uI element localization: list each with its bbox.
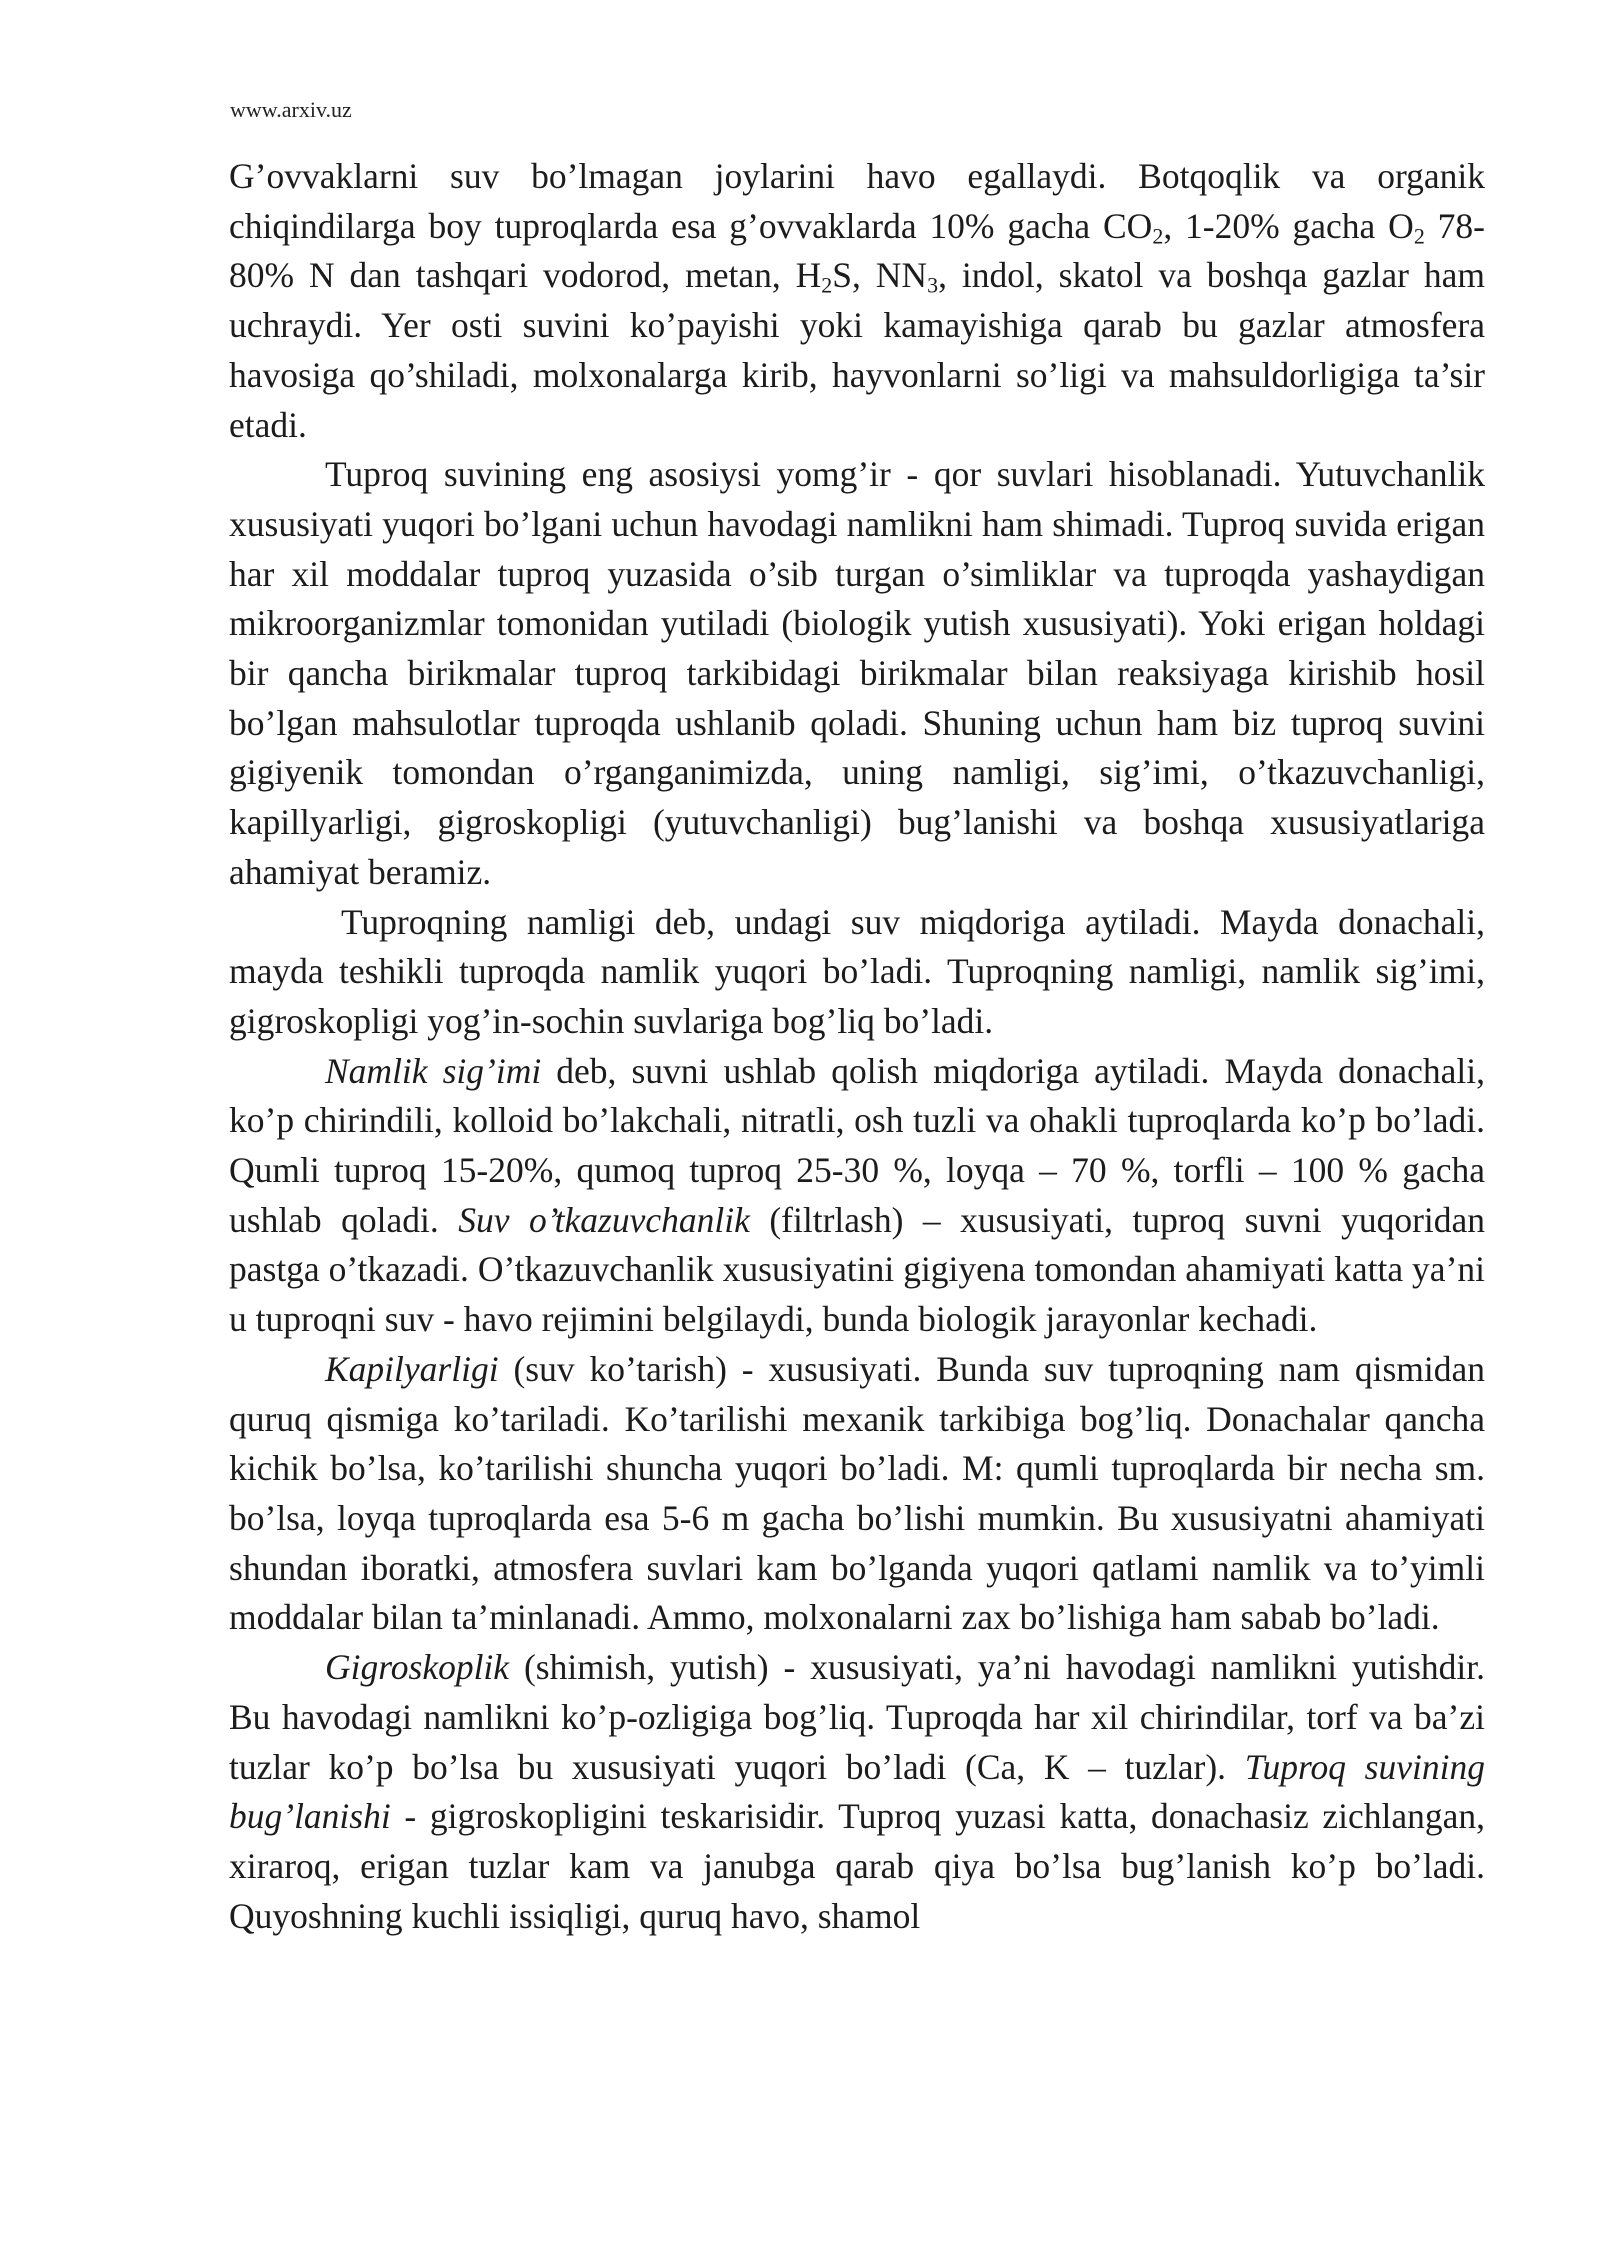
text-segment: , indol, skatol va boshqa gazlar ham uchraydi. Yer osti suvini ko’payishi yoki kamayishiga qarab bu gazlar atmosfera havosiga qo’shiladi, molxonalarga kirib, hayvonlarni so’ligi va mahsuldorligiga ta’sir etadi. xyxy=(229,255,1485,445)
page-header-url: www.arxiv.uz xyxy=(230,97,352,122)
text-segment: S, NN xyxy=(832,255,928,296)
text-segment: G’ovvaklarni suv bo’lmagan joylarini havo egallaydi. Botqoqlik va organik chiqindilarga boy tuproqlarda esa g’ovvaklarda 10% gacha CO xyxy=(229,156,1485,246)
paragraph-soil-moisture: Tuproqning namligi deb, undagi suv miqdoriga aytiladi. Mayda donachali, mayda teshikli tuproqda namlik yuqori bo’ladi. Tuproqning namligi, namlik sig’imi, gigroskopligi yog’in-sochin suvlariga bog’liq bo’ladi. xyxy=(229,901,1485,1041)
term-italic: Suv o’tkazuvchanlik xyxy=(458,1199,750,1240)
document-body xyxy=(229,152,1485,1941)
paragraph-moisture-capacity xyxy=(229,1047,1485,1345)
paragraph-soil-water: Tuproq suvining eng asosiysi yomg’ir - qor suvlari hisoblanadi. Yutuvchanlik xususiyati yuqori bo’lgani uchun havodagi namlikni ham shimadi. Tuproq suvida erigan har xil moddalar tuproq yuzasida o’sib turgan o’simliklar va tuproqda yashaydigan mikroorganizmlar tomonidan yutiladi (biologik yutish xususiyati). Yoki erigan holdagi bir qancha birikmalar tuproq tarkibidagi birikmalar bilan reaksiyaga kirishib hosil bo’lgan mahsulotlar tuproqda ushlanib qoladi. Shuning uchun ham biz tuproq suvini gigiyenik tomondan o’rganganimizda, uning namligi, sig’imi, o’tkazuvchanligi, kapillyarligi, gigroskopligi (yutuvchanligi) bug’lanishi va boshqa xususiyatlariga ahamiyat beramiz. xyxy=(229,454,1485,892)
paragraph-capillarity xyxy=(229,1345,1485,1643)
term-italic: Tuproq suvining bug’lanishi xyxy=(229,1746,1485,1837)
text-segment: (filtrlash) – xususiyati, tuproq suvni yuqoridan pastga o’tkazadi. O’tkazuvchanlik xususiyatini gigiyena tomondan ahamiyati katta ya’ni u tuproqni suv - havo rejimini belgilaydi, bunda biologik jarayonlar kechadi. xyxy=(229,1199,1486,1340)
text-segment: (suv ko’tarish) - xususiyati. Bunda suv tuproqning nam qismidan quruq qismiga ko’tariladi. Ko’tarilishi mexanik tarkibiga bog’liq. Donachalar qancha kichik bo’lsa, ko’tarilishi shuncha yuqori bo’ladi. M: qumli tuproqlarda bir necha sm. bo’lsa, loyqa tuproqlarda esa 5-6 m gacha bo’lishi mumkin. Bu xususiyatni ahamiyati shundan iboratki, atmosfera suvlari kam bo’lganda yuqori qatlami namlik va to’yimli moddalar bilan ta’minlanadi. Ammo, molxonalarni zax bo’lishiga ham sabab bo’ladi. xyxy=(229,1348,1485,1638)
term-italic: Kapilyarligi xyxy=(325,1348,499,1389)
paragraph-soil-gases xyxy=(229,152,1485,450)
term-italic: Gigroskoplik xyxy=(325,1647,510,1688)
text-segment: 78-80% N dan tashqari vodorod, metan, H xyxy=(229,205,1485,296)
text-segment: , 1-20% gacha O xyxy=(1163,205,1414,246)
subscript: 2 xyxy=(1152,223,1164,249)
text-segment: (shimish, yutish) - xususiyati, ya’ni havodagi namlikni yutishdir. Bu havodagi namlikni ko’p-ozligiga bog’liq. Tuproqda har xil chirindilar, torf va ba’zi tuzlar ko’p bo’lsa bu xususiyati yuqori bo’ladi (Ca, K – tuzlar). xyxy=(229,1647,1485,1787)
subscript: 2 xyxy=(821,272,833,298)
paragraph-hygroscopicity xyxy=(229,1643,1485,1941)
subscript: 2 xyxy=(1413,223,1425,249)
subscript: 3 xyxy=(927,272,939,298)
text-segment: deb, suvni ushlab qolish miqdoriga aytiladi. Mayda donachali, ko’p chirindili, kolloid bo’lakchali, nitratli, osh tuzli va ohakli tuproqlarda ko’p bo’ladi. Qumli tuproq 15-20%, qumoq tuproq 25-30 %, loyqa – 70 %, torfli – 100 % gacha ushlab qoladi. xyxy=(229,1050,1485,1240)
text-segment: - gigroskopligini teskarisidir. Tuproq yuzasi katta, donachasiz zichlangan, xiraroq, erigan tuzlar kam va janubga qarab qiya bo’lsa bug’lanish ko’p bo’ladi. Quyoshning kuchli issiqligi, quruq havo, shamol xyxy=(229,1796,1485,1936)
term-italic: Namlik sig’imi xyxy=(325,1050,542,1091)
